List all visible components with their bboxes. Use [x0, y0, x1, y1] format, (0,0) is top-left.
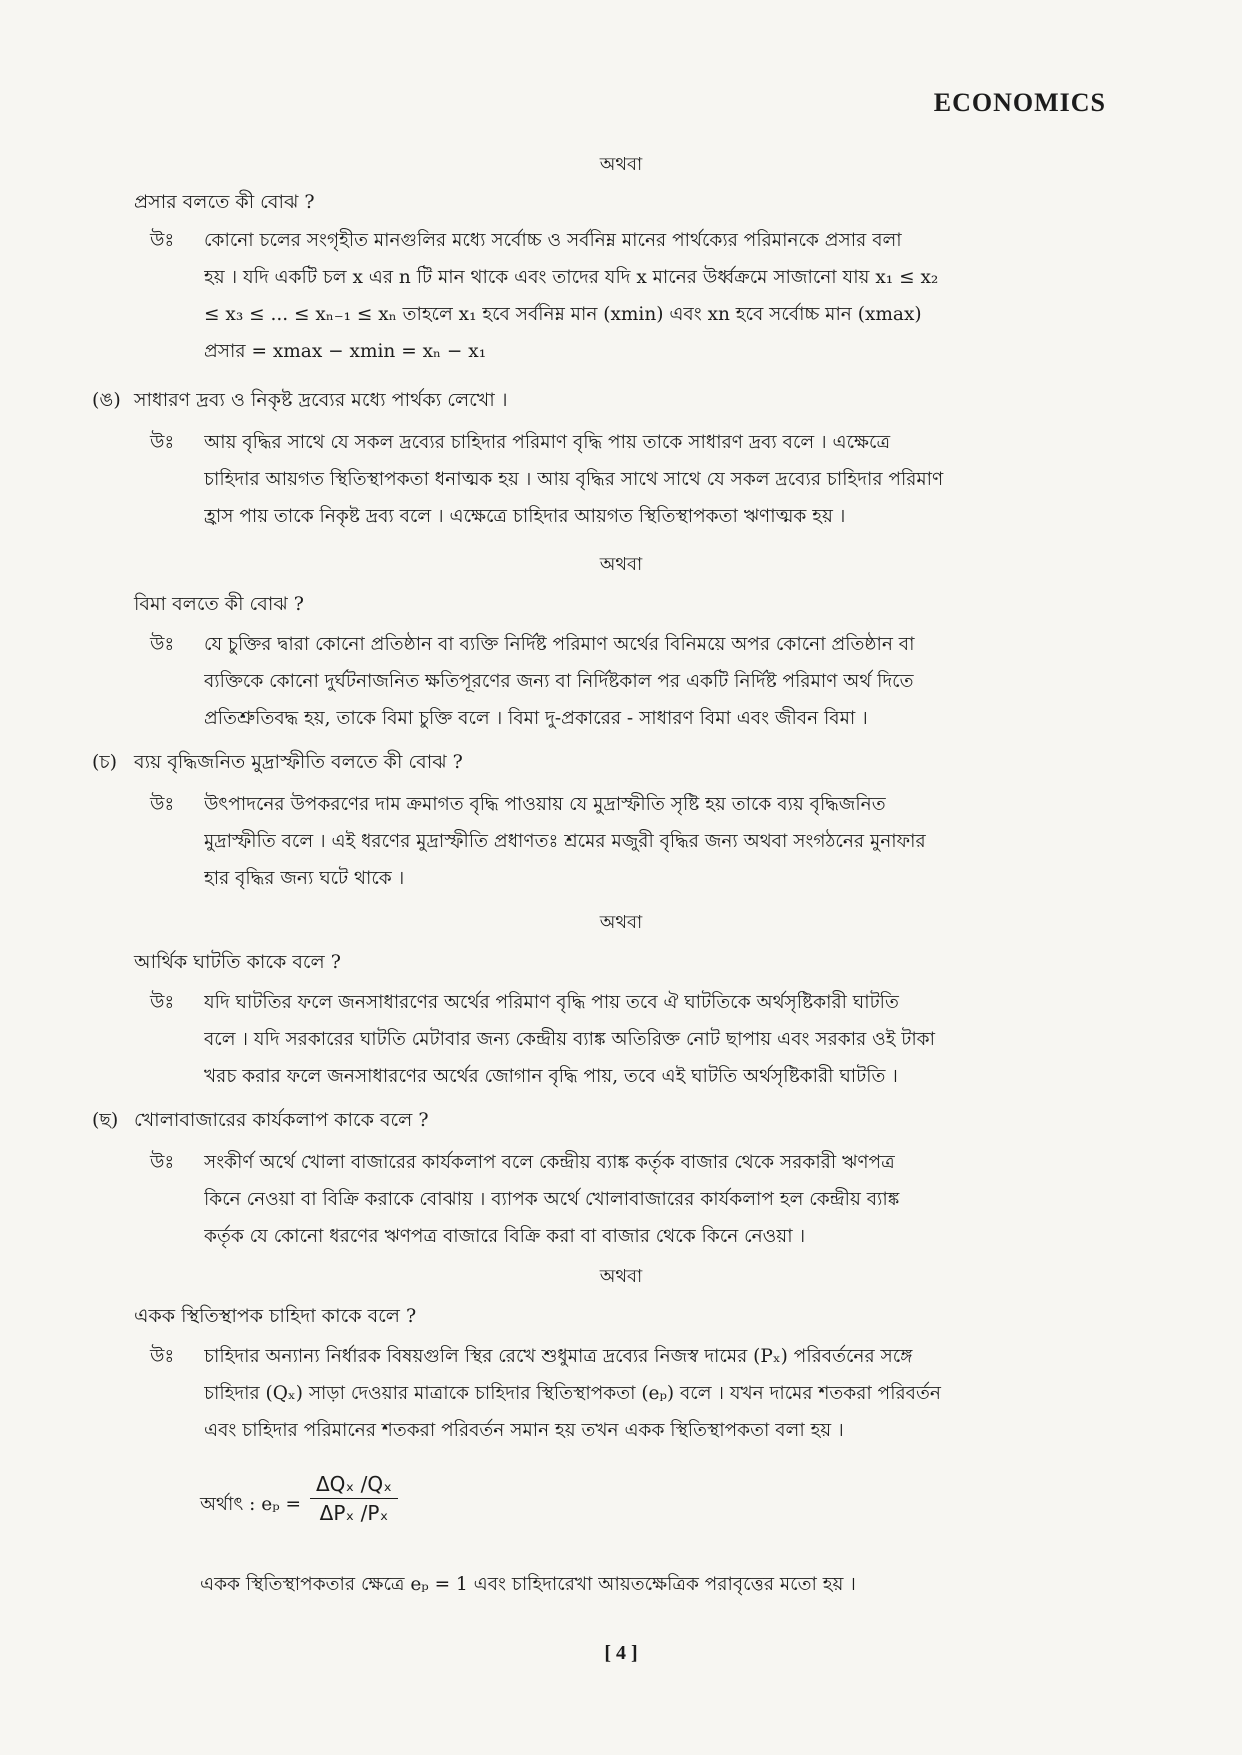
- question-deficit: আর্থিক ঘাটতি কাকে বলে ?: [134, 951, 341, 973]
- page-header-title: ECONOMICS: [933, 88, 1106, 117]
- answer-line: চাহিদার আয়গত স্থিতিস্থাপকতা ধনাত্মক হয় । আয় বৃদ্ধির সাথে সাথে যে সকল দ্রব্যের চাহিদার পরিমাণ: [204, 469, 944, 490]
- answer-line: চাহিদার অন্যান্য নির্ধারক বিষয়গুলি স্থির রেখে শুধুমাত্র দ্রব্যের নিজস্ব দামের (Pₓ) পরিবর্তনের সঙ্গে: [204, 1346, 913, 1367]
- answer-line: আয় বৃদ্ধির সাথে যে সকল দ্রব্যের চাহিদার পরিমাণ বৃদ্ধি পায় তাকে সাধারণ দ্রব্য বলে । এক্ষেত্রে: [204, 432, 891, 453]
- question-unit-elastic: একক স্থিতিস্থাপক চাহিদা কাকে বলে ?: [134, 1305, 417, 1327]
- or-divider: অথবা: [599, 1266, 643, 1287]
- question-open-market: খোলাবাজারের কার্যকলাপ কাকে বলে ?: [134, 1109, 429, 1131]
- answer-line: প্রতিশ্রুতিবদ্ধ হয়, তাকে বিমা চুক্তি বলে । বিমা দু-প্রকারের - সাধারণ বিমা এবং জীবন বিমা ।: [204, 708, 868, 729]
- answer-line: প্রসার = xmax − xmin = xₙ − x₁: [204, 341, 487, 362]
- answer-line: হ্রাস পায় তাকে নিকৃষ্ট দ্রব্য বলে । এক্ষেত্রে চাহিদার আয়গত স্থিতিস্থাপকতা ঋণাত্মক হয় ।: [204, 506, 846, 527]
- formula-numerator: ΔQₓ /Qₓ: [316, 1472, 393, 1496]
- answer-line: উৎপাদনের উপকরণের দাম ক্রমাগত বৃদ্ধি পাওয়ায় যে মুদ্রাস্ফীতি সৃষ্টি হয় তাকে ব্যয় বৃদ্ধিজনিত: [204, 794, 886, 815]
- answer-label: উঃ: [150, 230, 175, 251]
- answer-line: যদি ঘাটতির ফলে জনসাধারণের অর্থের পরিমাণ বৃদ্ধি পায় তবে ঐ ঘাটতিকে অর্থসৃষ্টিকারী ঘাটতি: [204, 992, 899, 1013]
- closing-statement: একক স্থিতিস্থাপকতার ক্ষেত্রে eₚ = 1 এবং চাহিদারেখা আয়তক্ষেত্রিক পরাবৃত্তের মতো হয় ।: [200, 1574, 856, 1595]
- answer-line: হয় । যদি একটি চল x এর n টি মান থাকে এবং তাদের যদি x মানের উর্ধ্বক্রমে সাজানো যায় x₁ ≤ x₂: [204, 267, 939, 288]
- answer-line: কোনো চলের সংগৃহীত মানগুলির মধ্যে সর্বোচ্চ ও সর্বনিম্ন মানের পার্থক্যের পরিমানকে প্রসার বলা: [204, 230, 902, 251]
- answer-unit-elastic: [150, 1338, 1120, 1449]
- answer-label: উঃ: [150, 432, 175, 453]
- answer-line: যে চুক্তির দ্বারা কোনো প্রতিষ্ঠান বা ব্যক্তি নির্দিষ্ট পরিমাণ অর্থের বিনিময়ে অপর কোনো প্রতিষ্ঠান বা: [204, 634, 915, 655]
- question-cost-push-inflation: ব্যয় বৃদ্ধিজনিত মুদ্রাস্ফীতি বলতে কী বোঝ ?: [134, 751, 463, 773]
- answer-line: বলে । যদি সরকারের ঘাটতি মেটাবার জন্য কেন্দ্রীয় ব্যাঙ্ক অতিরিক্ত নোট ছাপায় এবং সরকার ওই টাকা: [204, 1029, 935, 1050]
- formula-lhs: অর্থাৎ : eₚ =: [200, 1494, 301, 1515]
- answer-line: এবং চাহিদার পরিমানের শতকরা পরিবর্তন সমান হয় তখন একক স্থিতিস্থাপকতা বলা হয় ।: [204, 1420, 844, 1441]
- answer-line: ব্যক্তিকে কোনো দুর্ঘটনাজনিত ক্ষতিপূরণের জন্য বা নির্দিষ্টকাল পর একটি নির্দিষ্ট পরিমাণ অর্থ দিতে: [204, 671, 914, 692]
- question-number: (ঙ): [92, 389, 121, 411]
- answer-cost-push-inflation: [150, 786, 1120, 897]
- answer-range: [150, 222, 1120, 370]
- or-divider: অথবা: [599, 154, 643, 175]
- formula-fraction: [310, 1470, 398, 1527]
- question-insurance: বিমা বলতে কী বোঝ ?: [134, 593, 304, 615]
- page-number: [ 4 ]: [604, 1642, 638, 1664]
- answer-line: মুদ্রাস্ফীতি বলে । এই ধরণের মুদ্রাস্ফীতি প্রধাণতঃ শ্রমের মজুরী বৃদ্ধির জন্য অথবা সংগঠনের মুনাফার: [204, 831, 926, 852]
- answer-line: চাহিদার (Qₓ) সাড়া দেওয়ার মাত্রাকে চাহিদার স্থিতিস্থাপকতা (eₚ) বলে । যখন দামের শতকরা পরিবর্তন: [204, 1383, 941, 1404]
- answer-line: ≤ x₃ ≤ ... ≤ xₙ₋₁ ≤ xₙ তাহলে x₁ হবে সর্বনিম্ন মান (xmin) এবং xn হবে সর্বোচ্চ মান (xmax): [204, 304, 922, 325]
- question-normal-inferior: সাধারণ দ্রব্য ও নিকৃষ্ট দ্রব্যের মধ্যে পার্থক্য লেখো ।: [134, 389, 508, 411]
- answer-label: উঃ: [150, 992, 175, 1013]
- answer-label: উঃ: [150, 634, 175, 655]
- answer-line: কিনে নেওয়া বা বিক্রি করাকে বোঝায় । ব্যাপক অর্থে খোলাবাজারের কার্যকলাপ হল কেন্দ্রীয় ব্যাঙ্ক: [204, 1189, 900, 1210]
- or-divider: অথবা: [599, 912, 643, 933]
- answer-line: খরচ করার ফলে জনসাধারণের অর্থের জোগান বৃদ্ধি পায়, তবে এই ঘাটতি অর্থসৃষ্টিকারী ঘাটতি ।: [204, 1066, 898, 1087]
- or-divider: অথবা: [599, 554, 643, 575]
- answer-line: কর্তৃক যে কোনো ধরণের ঋণপত্র বাজারে বিক্রি করা বা বাজার থেকে কিনে নেওয়া ।: [204, 1226, 806, 1247]
- question-number: (চ): [92, 751, 118, 773]
- answer-deficit: [150, 984, 1120, 1095]
- answer-line: হার বৃদ্ধির জন্য ঘটে থাকে ।: [204, 868, 405, 889]
- question-range: প্রসার বলতে কী বোঝ ?: [134, 191, 315, 213]
- answer-label: উঃ: [150, 1152, 175, 1173]
- answer-insurance: [150, 626, 1120, 737]
- answer-label: উঃ: [150, 794, 175, 815]
- answer-open-market: [150, 1144, 1120, 1255]
- formula-denominator: ΔPₓ /Pₓ: [319, 1501, 389, 1525]
- answer-line: সংকীর্ণ অর্থে খোলা বাজারের কার্যকলাপ বলে কেন্দ্রীয় ব্যাঙ্ক কর্তৃক বাজার থেকে সরকারী ঋণপত্র: [204, 1152, 895, 1173]
- answer-normal-inferior: [150, 424, 1120, 535]
- answer-label: উঃ: [150, 1346, 175, 1367]
- elasticity-formula: [200, 1470, 600, 1550]
- question-number: (ছ): [92, 1109, 119, 1131]
